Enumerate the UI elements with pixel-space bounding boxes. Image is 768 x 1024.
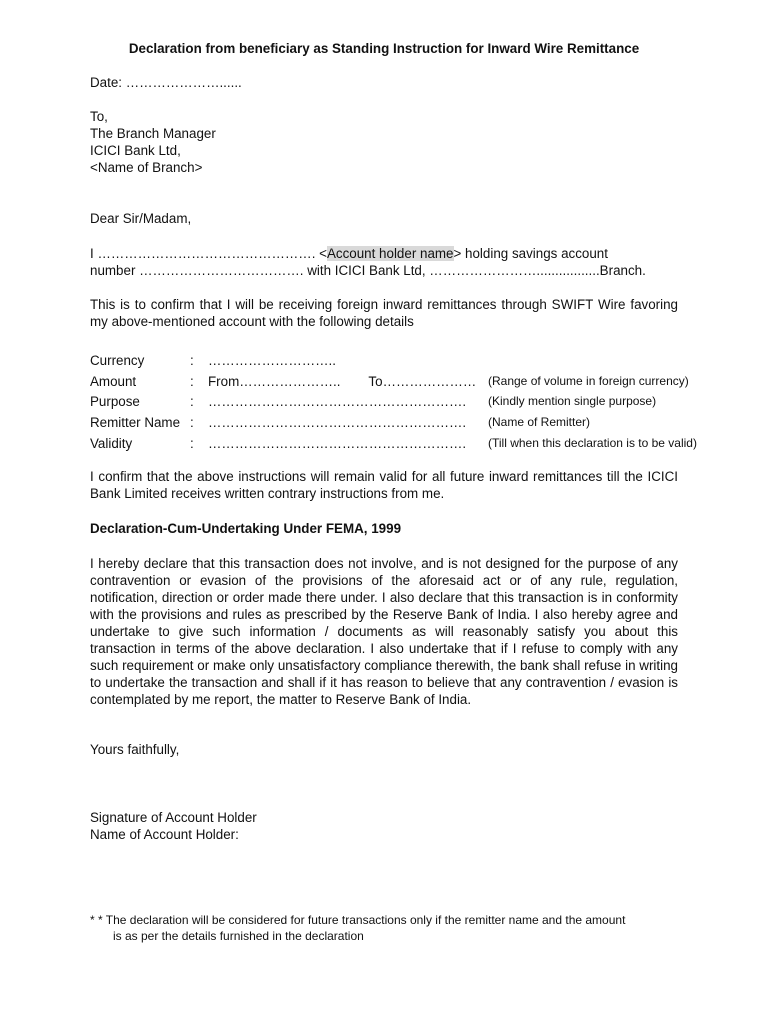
detail-row-validity xyxy=(90,433,697,454)
detail-note: (Name of Remitter) xyxy=(488,414,591,429)
footnote-line-2: is as per the details furnished in the declaration xyxy=(113,929,364,943)
address-line-2: ICICI Bank Ltd, xyxy=(90,143,181,158)
detail-row-purpose xyxy=(90,391,697,412)
date-line: Date: …………………...... xyxy=(90,75,242,90)
detail-note: (Till when this declaration is to be valid) xyxy=(488,435,697,450)
intro-suffix: > holding savings account xyxy=(453,246,608,261)
detail-label: Purpose xyxy=(90,394,140,410)
address-line-3: <Name of Branch> xyxy=(90,160,203,175)
instructions-paragraph: I confirm that the above instructions will remain valid for all future inward remittances till the ICICI Bank Limited receives written contrary instructions from me. xyxy=(90,469,678,501)
footnote xyxy=(90,912,690,944)
amount-from: From………………….. xyxy=(208,373,341,389)
detail-colon: : xyxy=(190,414,194,430)
detail-label: Remitter Name xyxy=(90,414,181,430)
closing: Yours faithfully, xyxy=(90,742,180,757)
detail-value: …………………………………………………. xyxy=(208,435,467,451)
detail-colon: : xyxy=(190,352,194,368)
address-block xyxy=(90,108,678,176)
intro-prefix: I …………………………………………. < xyxy=(90,246,327,261)
detail-note: (Kindly mention single purpose) xyxy=(488,394,657,409)
amount-to: To………………… xyxy=(368,373,477,389)
intro-paragraph xyxy=(90,245,678,279)
detail-row-amount xyxy=(90,371,697,392)
salutation: Dear Sir/Madam, xyxy=(90,211,192,226)
signature-label: Signature of Account Holder xyxy=(90,810,257,825)
detail-label: Amount xyxy=(90,373,137,389)
detail-colon: : xyxy=(190,373,194,389)
fema-heading: Declaration-Cum-Undertaking Under FEMA, 1999 xyxy=(90,521,402,536)
address-line-1: The Branch Manager xyxy=(90,126,216,141)
document-title: Declaration from beneficiary as Standing Instruction for Inward Wire Remittance xyxy=(128,41,640,56)
remittance-details-table xyxy=(90,350,697,453)
intro-line-2: number ………………………………. with ICICI Bank Ltd, …………………….................Branch. xyxy=(90,263,646,278)
intro-line-1 xyxy=(90,245,678,262)
detail-colon: : xyxy=(190,394,194,410)
detail-row-remitter-name xyxy=(90,412,697,433)
account-holder-name-placeholder: Account holder name xyxy=(326,246,454,261)
detail-value-amount xyxy=(208,371,488,392)
detail-label: Validity xyxy=(90,435,133,451)
detail-value: …………………………………………………. xyxy=(208,394,467,410)
detail-note: (Range of volume in foreign currency) xyxy=(488,373,689,388)
footnote-line-1: * * The declaration will be considered for future transactions only if the remitter name and the amount xyxy=(90,913,626,927)
account-holder-name-label: Name of Account Holder: xyxy=(90,827,239,842)
confirm-paragraph: This is to confirm that I will be receiving foreign inward remittances through SWIFT Wire favoring my above-mentioned account with the following details xyxy=(90,297,678,329)
detail-value: …………………………………………………. xyxy=(208,414,467,430)
signature-block xyxy=(90,809,678,843)
intro-prefix-group xyxy=(90,245,608,262)
detail-value: ……………………….. xyxy=(208,352,336,368)
fema-paragraph: I hereby declare that this transaction does not involve, and is not designed for the purpose of any contravention or evasion of the provisions of the aforesaid act or of any rule, regulation, notification, direction or order made there under. I also declare that this transaction is in conformity with the provisions and rules as prescribed by the Reserve Bank of India. I also hereby agree and undertake to give such information / documents as will reasonably satisfy you about this transaction in terms of the above declaration. I also undertake that if I refuse to comply with any such requirement or make only unsatisfactory compliance therewith, the bank shall refuse in writing to undertake the transaction and shall if it has reason to believe that any contravention / evasion is contemplated by me report, the matter to Reserve Bank of India. xyxy=(90,556,678,707)
detail-note xyxy=(488,350,697,371)
detail-row-currency xyxy=(90,350,697,371)
address-to: To, xyxy=(90,109,108,124)
detail-colon: : xyxy=(190,435,194,451)
detail-label: Currency xyxy=(90,352,145,368)
